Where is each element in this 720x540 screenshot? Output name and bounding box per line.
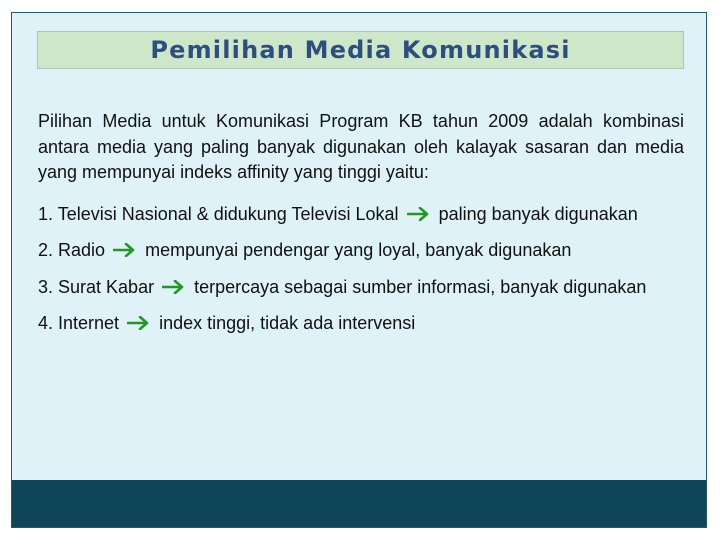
list-item-description: terpercaya sebagai sumber informasi, banyak digunakan: [194, 276, 647, 297]
list-item-description: paling banyak digunakan: [438, 203, 638, 224]
right-arrow-icon: [127, 316, 151, 330]
list-item-lead: 4. Internet: [38, 313, 120, 333]
list-item: [38, 238, 684, 264]
right-arrow-icon: [162, 280, 186, 294]
right-arrow-icon: [113, 243, 137, 257]
list-item-lead: 3. Surat Kabar: [38, 276, 155, 297]
slide-title: Pemilihan Media Komunikasi: [150, 36, 571, 64]
list-item-description: mempunyai pendengar yang loyal, banyak digunakan: [145, 240, 572, 260]
list-item: [38, 275, 684, 301]
intro-paragraph: Pilihan Media untuk Komunikasi Program KB tahun 2009 adalah kombinasi antara media yang paling banyak digunakan oleh kalayak sasaran dan media yang mempunyai indeks affinity yang tinggi yaitu:: [38, 111, 684, 182]
list-item-description: index tinggi, tidak ada intervensi: [159, 313, 416, 333]
slide-content: [38, 109, 684, 348]
title-bar: [37, 31, 684, 69]
footer-bar: [12, 480, 706, 527]
list-item-lead: 2. Radio: [38, 240, 106, 260]
list-item: [38, 202, 684, 228]
slide: [11, 12, 707, 528]
list-item-lead: 1. Televisi Nasional & didukung Televisi Lokal: [38, 203, 399, 224]
list-item: [38, 311, 684, 337]
right-arrow-icon: [407, 207, 431, 221]
